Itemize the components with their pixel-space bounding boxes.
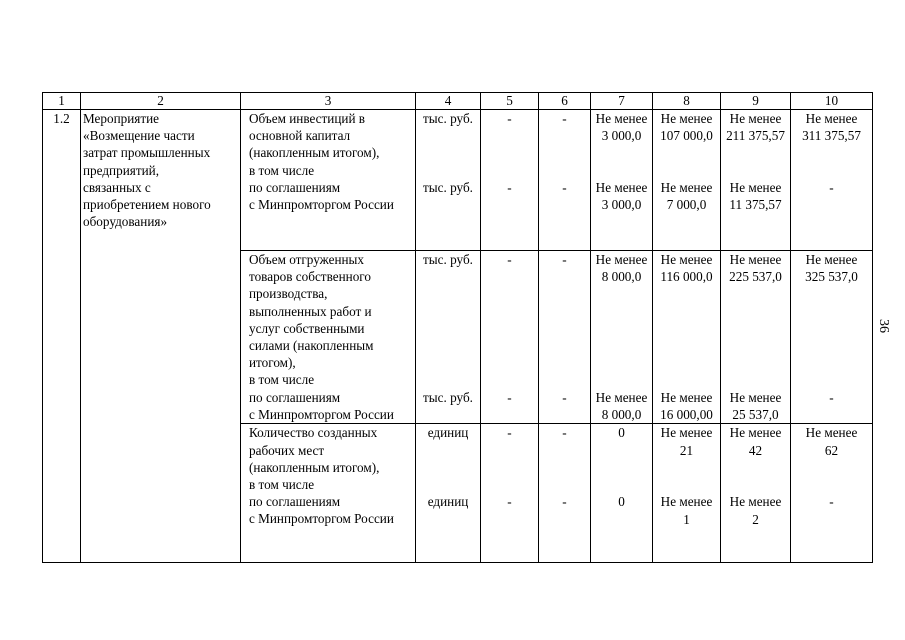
sub-unit: тыс. руб.	[423, 390, 473, 405]
indicator-name: Объем инвестиций в основной капитал (накопленным итогом), в том числе	[249, 111, 380, 178]
indicator-cell	[241, 424, 416, 563]
sub-value: Не менее 3 000,0	[595, 180, 648, 213]
header-cell: 9	[721, 93, 791, 110]
indicator-sub-name: по соглашениям с Минпромторгом России	[249, 494, 394, 527]
value-cell	[481, 424, 539, 563]
sub-value: -	[829, 390, 834, 405]
value: Не менее 325 537,0	[805, 252, 858, 285]
value: 0	[618, 425, 625, 441]
indicator-cell	[241, 251, 416, 424]
value: -	[507, 425, 512, 441]
unit-cell	[416, 110, 481, 251]
indicator-name: Объем отгруженных товаров собственного производства, выполненных работ и услуг собственными силами (накопленным итогом), в том числе	[249, 252, 374, 388]
sub-unit: тыс. руб.	[423, 180, 473, 195]
value: Не менее 62	[805, 425, 858, 458]
unit: тыс. руб.	[423, 252, 473, 267]
value: Не менее 8 000,0	[595, 252, 648, 285]
value: Не менее 107 000,0	[660, 111, 713, 144]
value-cell	[721, 424, 791, 563]
sub-value: Не менее 7 000,0	[660, 180, 713, 213]
unit: тыс. руб.	[423, 111, 473, 126]
header-cell: 3	[241, 93, 416, 110]
header-cell: 5	[481, 93, 539, 110]
indicator-name: Количество созданных рабочих мест (накопленным итогом), в том числе	[249, 425, 380, 493]
sub-unit: единиц	[427, 494, 469, 510]
value-cell	[791, 424, 873, 563]
value: -	[507, 111, 512, 126]
sub-value: Не менее 16 000,00	[660, 390, 713, 423]
value: -	[562, 425, 567, 441]
event-name: Мероприятие «Возмещение части затрат промышленных предприятий, связанных с приобретением нового оборудования»	[81, 110, 241, 563]
sub-value: Не менее 2	[729, 494, 782, 527]
header-cell: 10	[791, 93, 873, 110]
header-cell: 1	[43, 93, 81, 110]
value-cell	[481, 110, 539, 251]
unit-cell	[416, 251, 481, 424]
header-cell: 4	[416, 93, 481, 110]
value-cell	[653, 424, 721, 563]
header-cell: 6	[539, 93, 591, 110]
value: -	[562, 111, 567, 126]
value-cell	[591, 110, 653, 251]
value-cell	[539, 110, 591, 251]
value: -	[507, 252, 512, 267]
sub-value: -	[507, 390, 512, 405]
sub-value: -	[829, 180, 834, 195]
header-cell: 2	[81, 93, 241, 110]
header-row	[43, 93, 873, 110]
row-number: 1.2	[43, 110, 81, 563]
value-cell	[591, 251, 653, 424]
value: Не менее 311 375,57	[802, 111, 861, 144]
value-cell	[591, 424, 653, 563]
value-cell	[653, 110, 721, 251]
value: Не менее 116 000,0	[660, 252, 713, 285]
value: Не менее 42	[729, 425, 782, 458]
value-cell	[539, 424, 591, 563]
value: Не менее 211 375,57	[726, 111, 785, 144]
sub-value: -	[829, 494, 834, 510]
sub-value: Не менее 1	[660, 494, 713, 527]
value: -	[562, 252, 567, 267]
page-number: 36	[876, 319, 891, 333]
sub-value: 0	[618, 494, 625, 510]
sub-value: -	[562, 494, 567, 510]
table-row	[43, 110, 873, 251]
indicator-cell	[241, 110, 416, 251]
indicator-sub-name: по соглашениям с Минпромторгом России	[249, 179, 394, 213]
sub-value: -	[507, 494, 512, 510]
indicator-sub-name: по соглашениям с Минпромторгом России	[249, 389, 394, 422]
value-cell	[481, 251, 539, 424]
value: Не менее 225 537,0	[729, 252, 782, 285]
value-cell	[721, 110, 791, 251]
value-cell	[539, 251, 591, 424]
value: Не менее 21	[660, 425, 713, 458]
header-cell: 7	[591, 93, 653, 110]
value-cell	[721, 251, 791, 424]
sub-value: Не менее 25 537,0	[729, 390, 782, 423]
sub-value: -	[507, 180, 512, 195]
sub-value: Не менее 8 000,0	[595, 390, 648, 423]
indicators-table	[42, 92, 873, 563]
value-cell	[791, 110, 873, 251]
header-cell: 8	[653, 93, 721, 110]
value-cell	[653, 251, 721, 424]
sub-value: -	[562, 390, 567, 405]
unit: единиц	[427, 425, 469, 441]
sub-value: Не менее 11 375,57	[729, 180, 782, 213]
sub-value: -	[562, 180, 567, 195]
value-cell	[791, 251, 873, 424]
unit-cell	[416, 424, 481, 563]
value: Не менее 3 000,0	[595, 111, 648, 144]
